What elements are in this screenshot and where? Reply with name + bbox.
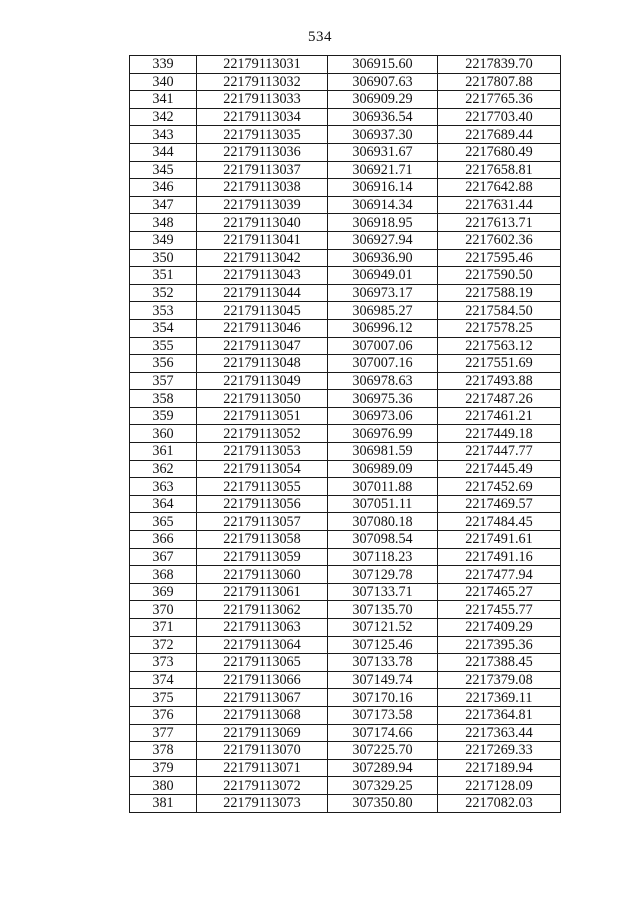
point-number-cell: 340 [130,73,197,91]
table-row [130,337,561,355]
point-id-cell: 22179113063 [197,619,328,637]
point-number-cell: 381 [130,794,197,812]
table-row [130,478,561,496]
point-id-cell: 22179113065 [197,654,328,672]
point-number-cell: 366 [130,531,197,549]
y-coordinate-cell: 2217578.25 [438,319,561,337]
table-row [130,284,561,302]
y-coordinate-cell: 2217455.77 [438,601,561,619]
x-coordinate-cell: 306915.60 [328,56,438,74]
point-number-cell: 354 [130,319,197,337]
point-id-cell: 22179113059 [197,548,328,566]
point-id-cell: 22179113055 [197,478,328,496]
point-number-cell: 380 [130,777,197,795]
table-row [130,73,561,91]
x-coordinate-cell: 307170.16 [328,689,438,707]
point-number-cell: 357 [130,372,197,390]
x-coordinate-cell: 306918.95 [328,214,438,232]
point-id-cell: 22179113073 [197,794,328,812]
y-coordinate-cell: 2217584.50 [438,302,561,320]
point-id-cell: 22179113061 [197,583,328,601]
page-number: 534 [308,29,332,45]
table-row [130,654,561,672]
x-coordinate-cell: 307173.58 [328,706,438,724]
x-coordinate-cell: 306978.63 [328,372,438,390]
coordinates-table-body [130,56,561,813]
x-coordinate-cell: 307080.18 [328,513,438,531]
x-coordinate-cell: 306931.67 [328,143,438,161]
table-row [130,443,561,461]
table-row [130,794,561,812]
y-coordinate-cell: 2217765.36 [438,91,561,109]
point-id-cell: 22179113067 [197,689,328,707]
table-row [130,407,561,425]
point-id-cell: 22179113041 [197,231,328,249]
y-coordinate-cell: 2217807.88 [438,73,561,91]
point-number-cell: 348 [130,214,197,232]
y-coordinate-cell: 2217839.70 [438,56,561,74]
point-id-cell: 22179113037 [197,161,328,179]
point-id-cell: 22179113035 [197,126,328,144]
point-id-cell: 22179113068 [197,706,328,724]
y-coordinate-cell: 2217447.77 [438,443,561,461]
x-coordinate-cell: 306937.30 [328,126,438,144]
point-id-cell: 22179113040 [197,214,328,232]
x-coordinate-cell: 306936.90 [328,249,438,267]
point-id-cell: 22179113043 [197,267,328,285]
table-row [130,143,561,161]
y-coordinate-cell: 2217477.94 [438,566,561,584]
point-id-cell: 22179113071 [197,759,328,777]
table-row [130,56,561,74]
point-id-cell: 22179113050 [197,390,328,408]
y-coordinate-cell: 2217689.44 [438,126,561,144]
point-number-cell: 375 [130,689,197,707]
point-number-cell: 374 [130,671,197,689]
x-coordinate-cell: 307329.25 [328,777,438,795]
y-coordinate-cell: 2217082.03 [438,794,561,812]
table-row [130,390,561,408]
point-id-cell: 22179113058 [197,531,328,549]
table-row [130,355,561,373]
table-row [130,372,561,390]
point-number-cell: 353 [130,302,197,320]
point-id-cell: 22179113048 [197,355,328,373]
table-row [130,460,561,478]
point-number-cell: 342 [130,108,197,126]
x-coordinate-cell: 307125.46 [328,636,438,654]
x-coordinate-cell: 307174.66 [328,724,438,742]
point-id-cell: 22179113064 [197,636,328,654]
point-number-cell: 359 [130,407,197,425]
table-row [130,302,561,320]
table-row [130,231,561,249]
x-coordinate-cell: 307129.78 [328,566,438,584]
table-row [130,583,561,601]
point-number-cell: 346 [130,179,197,197]
table-row [130,759,561,777]
table-row [130,548,561,566]
table-row [130,742,561,760]
point-number-cell: 377 [130,724,197,742]
table-row [130,126,561,144]
x-coordinate-cell: 306976.99 [328,425,438,443]
x-coordinate-cell: 307118.23 [328,548,438,566]
point-id-cell: 22179113070 [197,742,328,760]
x-coordinate-cell: 306949.01 [328,267,438,285]
point-id-cell: 22179113054 [197,460,328,478]
point-id-cell: 22179113060 [197,566,328,584]
y-coordinate-cell: 2217680.49 [438,143,561,161]
y-coordinate-cell: 2217642.88 [438,179,561,197]
point-number-cell: 352 [130,284,197,302]
x-coordinate-cell: 306936.54 [328,108,438,126]
point-id-cell: 22179113057 [197,513,328,531]
y-coordinate-cell: 2217588.19 [438,284,561,302]
x-coordinate-cell: 306981.59 [328,443,438,461]
y-coordinate-cell: 2217551.69 [438,355,561,373]
table-row [130,425,561,443]
x-coordinate-cell: 307133.78 [328,654,438,672]
point-id-cell: 22179113033 [197,91,328,109]
point-id-cell: 22179113036 [197,143,328,161]
point-id-cell: 22179113051 [197,407,328,425]
x-coordinate-cell: 306973.17 [328,284,438,302]
y-coordinate-cell: 2217409.29 [438,619,561,637]
point-number-cell: 360 [130,425,197,443]
x-coordinate-cell: 307135.70 [328,601,438,619]
x-coordinate-cell: 306973.06 [328,407,438,425]
point-number-cell: 373 [130,654,197,672]
point-number-cell: 343 [130,126,197,144]
y-coordinate-cell: 2217491.61 [438,531,561,549]
x-coordinate-cell: 306975.36 [328,390,438,408]
point-id-cell: 22179113042 [197,249,328,267]
point-number-cell: 345 [130,161,197,179]
y-coordinate-cell: 2217364.81 [438,706,561,724]
table-row [130,513,561,531]
point-id-cell: 22179113049 [197,372,328,390]
table-row [130,319,561,337]
y-coordinate-cell: 2217491.16 [438,548,561,566]
table-row [130,179,561,197]
table-row [130,724,561,742]
table-row [130,495,561,513]
y-coordinate-cell: 2217388.45 [438,654,561,672]
point-id-cell: 22179113066 [197,671,328,689]
x-coordinate-cell: 306916.14 [328,179,438,197]
point-id-cell: 22179113045 [197,302,328,320]
y-coordinate-cell: 2217613.71 [438,214,561,232]
point-number-cell: 371 [130,619,197,637]
point-number-cell: 368 [130,566,197,584]
x-coordinate-cell: 306909.29 [328,91,438,109]
table-row [130,196,561,214]
y-coordinate-cell: 2217590.50 [438,267,561,285]
x-coordinate-cell: 306907.63 [328,73,438,91]
x-coordinate-cell: 307007.06 [328,337,438,355]
y-coordinate-cell: 2217631.44 [438,196,561,214]
y-coordinate-cell: 2217465.27 [438,583,561,601]
table-row [130,636,561,654]
y-coordinate-cell: 2217484.45 [438,513,561,531]
y-coordinate-cell: 2217363.44 [438,724,561,742]
point-number-cell: 358 [130,390,197,408]
point-number-cell: 344 [130,143,197,161]
x-coordinate-cell: 307289.94 [328,759,438,777]
x-coordinate-cell: 307007.16 [328,355,438,373]
y-coordinate-cell: 2217563.12 [438,337,561,355]
table-row [130,214,561,232]
table-row [130,671,561,689]
x-coordinate-cell: 307225.70 [328,742,438,760]
x-coordinate-cell: 306914.34 [328,196,438,214]
table-row [130,531,561,549]
point-number-cell: 347 [130,196,197,214]
point-number-cell: 376 [130,706,197,724]
y-coordinate-cell: 2217269.33 [438,742,561,760]
table-row [130,267,561,285]
table-row [130,566,561,584]
point-number-cell: 365 [130,513,197,531]
y-coordinate-cell: 2217493.88 [438,372,561,390]
point-number-cell: 339 [130,56,197,74]
y-coordinate-cell: 2217449.18 [438,425,561,443]
x-coordinate-cell: 307149.74 [328,671,438,689]
table-row [130,161,561,179]
point-id-cell: 22179113069 [197,724,328,742]
x-coordinate-cell: 307133.71 [328,583,438,601]
point-number-cell: 364 [130,495,197,513]
point-id-cell: 22179113044 [197,284,328,302]
point-number-cell: 367 [130,548,197,566]
point-number-cell: 341 [130,91,197,109]
point-id-cell: 22179113031 [197,56,328,74]
point-number-cell: 349 [130,231,197,249]
table-row [130,601,561,619]
point-number-cell: 372 [130,636,197,654]
y-coordinate-cell: 2217487.26 [438,390,561,408]
y-coordinate-cell: 2217128.09 [438,777,561,795]
table-row [130,777,561,795]
point-number-cell: 379 [130,759,197,777]
point-id-cell: 22179113062 [197,601,328,619]
x-coordinate-cell: 306989.09 [328,460,438,478]
point-number-cell: 363 [130,478,197,496]
x-coordinate-cell: 306985.27 [328,302,438,320]
x-coordinate-cell: 307051.11 [328,495,438,513]
y-coordinate-cell: 2217379.08 [438,671,561,689]
point-id-cell: 22179113046 [197,319,328,337]
x-coordinate-cell: 307350.80 [328,794,438,812]
y-coordinate-cell: 2217703.40 [438,108,561,126]
point-id-cell: 22179113056 [197,495,328,513]
point-id-cell: 22179113032 [197,73,328,91]
table-row [130,689,561,707]
table-row [130,108,561,126]
point-number-cell: 350 [130,249,197,267]
point-number-cell: 370 [130,601,197,619]
point-number-cell: 378 [130,742,197,760]
point-id-cell: 22179113047 [197,337,328,355]
y-coordinate-cell: 2217189.94 [438,759,561,777]
point-id-cell: 22179113053 [197,443,328,461]
point-id-cell: 22179113039 [197,196,328,214]
point-id-cell: 22179113034 [197,108,328,126]
point-number-cell: 355 [130,337,197,355]
point-number-cell: 362 [130,460,197,478]
y-coordinate-cell: 2217602.36 [438,231,561,249]
x-coordinate-cell: 306927.94 [328,231,438,249]
y-coordinate-cell: 2217395.36 [438,636,561,654]
point-number-cell: 369 [130,583,197,601]
point-id-cell: 22179113072 [197,777,328,795]
table-row [130,619,561,637]
y-coordinate-cell: 2217469.57 [438,495,561,513]
point-id-cell: 22179113052 [197,425,328,443]
y-coordinate-cell: 2217369.11 [438,689,561,707]
table-row [130,91,561,109]
y-coordinate-cell: 2217595.46 [438,249,561,267]
y-coordinate-cell: 2217461.21 [438,407,561,425]
y-coordinate-cell: 2217658.81 [438,161,561,179]
y-coordinate-cell: 2217452.69 [438,478,561,496]
point-number-cell: 356 [130,355,197,373]
point-id-cell: 22179113038 [197,179,328,197]
table-row [130,249,561,267]
y-coordinate-cell: 2217445.49 [438,460,561,478]
x-coordinate-cell: 306921.71 [328,161,438,179]
coordinates-table [129,55,561,813]
x-coordinate-cell: 307121.52 [328,619,438,637]
x-coordinate-cell: 307098.54 [328,531,438,549]
x-coordinate-cell: 306996.12 [328,319,438,337]
point-number-cell: 361 [130,443,197,461]
table-row [130,706,561,724]
x-coordinate-cell: 307011.88 [328,478,438,496]
point-number-cell: 351 [130,267,197,285]
